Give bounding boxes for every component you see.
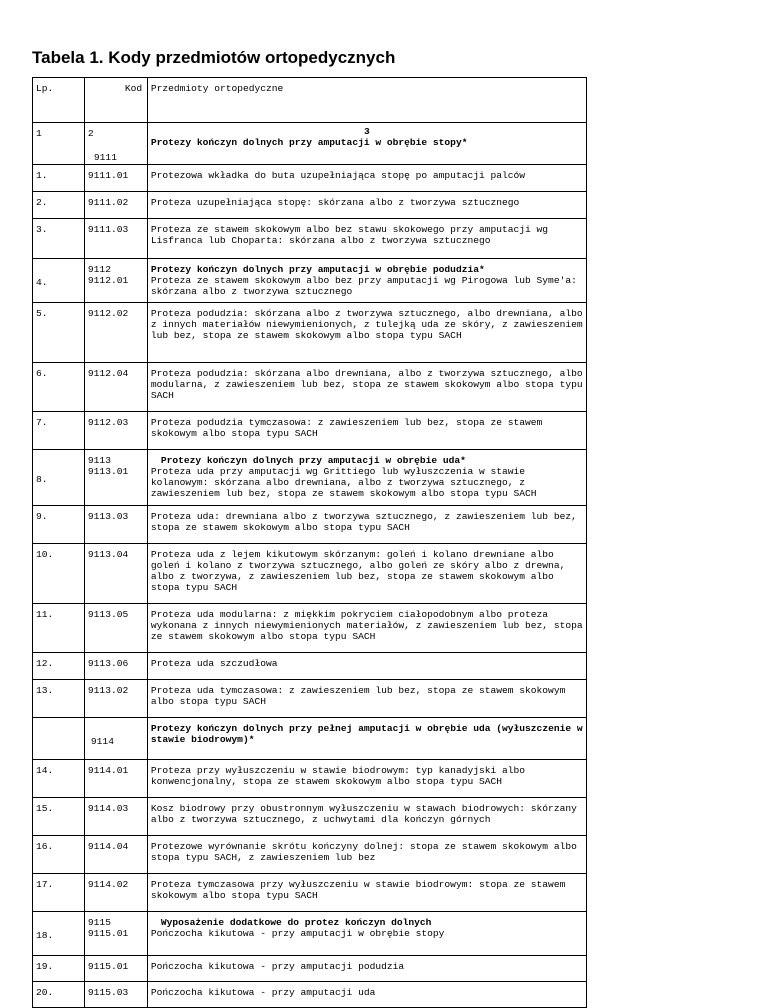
item-description: Proteza uda przy amputacji wg Grittiego lub wyłuszczenia w stawie kolanowym: skórzana albo drewniana, albo z tworzywa sztucznego, z zawieszeniem lub bez, stopa ze stawem skokowym albo stopa typu SACH xyxy=(150,466,537,499)
row-description: Kosz biodrowy przy obustronnym wyłuszczeniu w stawach biodrowych: skórzany albo z tworzywa sztucznego, z uchwytami dla kończyn górnych xyxy=(148,798,587,835)
group-code: 9111 xyxy=(93,152,117,163)
row-description: Proteza uda: drewniana albo z tworzywa sztucznego, z zawieszeniem lub bez, stopa ze stawem skokowym albo stopa typu SACH xyxy=(148,506,587,543)
row-description: Proteza uda tymczasowa: z zawieszeniem lub bez, stopa ze stawem skokowym albo stopa typu SACH xyxy=(148,680,587,717)
group-header-cell xyxy=(148,123,587,164)
row-description: Proteza uda szczudłowa xyxy=(148,653,587,679)
row-code: 9114.04 xyxy=(85,836,148,873)
row-description: Proteza podudzia tymczasowa: z zawieszeniem lub bez, stopa ze stawem skokowym albo stopa typu SACH xyxy=(148,412,587,449)
column-number-2-label: 2 xyxy=(87,128,94,139)
row-code: 9112.03 xyxy=(85,412,148,449)
row-code: 9114.03 xyxy=(85,798,148,835)
table-row xyxy=(32,259,587,303)
row-description: Proteza przy wyłuszczeniu w stawie biodrowym: typ kanadyjski albo konwencjonalny, stopa ze stawem skokowym albo stopa typu SACH xyxy=(148,760,587,797)
row-code: 9113.03 xyxy=(85,506,148,543)
column-number-2 xyxy=(85,123,148,164)
row-lp: 13. xyxy=(33,680,85,717)
table-row xyxy=(32,219,587,259)
header-kod: Kod xyxy=(85,78,148,122)
row-description: Proteza tymczasowa przy wyłuszczeniu w stawie biodrowym: stopa ze stawem skokowym albo stopa typu SACH xyxy=(148,874,587,911)
row-lp: 3. xyxy=(33,219,85,258)
row-code: 9111.01 xyxy=(85,165,148,191)
group-title: Protezy kończyn dolnych przy amputacji w obrębie stopy* xyxy=(150,137,468,148)
row-description: Proteza uda z lejem kikutowym skórzanym: goleń i kolano drewniane albo goleń i kolano z tworzywa sztucznego, albo goleń ze skóry albo z drewna, albo z tworzywa, z zawieszeniem lub bez, stopa ze stawem skokowym albo stopa typu SACH xyxy=(148,544,587,603)
row-description: Protezowe wyrównanie skrótu kończyny dolnej: stopa ze stawem skokowym albo stopa typu SACH, z zawieszeniem lub bez xyxy=(148,836,587,873)
group-lp-empty xyxy=(33,718,85,759)
column-number-1: 1 xyxy=(33,123,85,164)
item-code: 9113.01 xyxy=(87,466,129,477)
header-lp: Lp. xyxy=(33,78,85,122)
group-code: 9115 xyxy=(87,917,111,928)
row-lp: 8. xyxy=(33,450,85,505)
table-row xyxy=(32,506,587,544)
table-row xyxy=(32,956,587,982)
row-code: 9112.02 xyxy=(85,303,148,362)
item-description: Pończocha kikutowa - przy amputacji w obrębie stopy xyxy=(150,928,445,939)
row-lp: 18. xyxy=(33,912,85,955)
row-code: 9113.02 xyxy=(85,680,148,717)
row-code: 9111.03 xyxy=(85,219,148,258)
table-row xyxy=(32,165,587,192)
table-row xyxy=(32,604,587,653)
row-description: Proteza podudzia: skórzana albo drewniana, albo z tworzywa sztucznego, albo modularna, z zawieszeniem lub bez, stopa ze stawem skokowym albo stopa typu SACH xyxy=(148,363,587,411)
row-lp: 5. xyxy=(33,303,85,362)
row-code: 9113.06 xyxy=(85,653,148,679)
table-row xyxy=(32,912,587,956)
row-code xyxy=(85,259,148,302)
row-description: Proteza uda modularna: z miękkim pokryciem ciałopodobnym albo proteza wykonana z innych niewymienionych materiałów, z zawieszeniem lub bez, stopa ze stawem skokowym albo stopa typu SACH xyxy=(148,604,587,652)
group-code: 9114 xyxy=(85,718,148,759)
header-przedmioty: Przedmioty ortopedyczne xyxy=(148,78,587,122)
row-description: Protezowa wkładka do buta uzupełniająca stopę po amputacji palców xyxy=(148,165,587,191)
row-lp: 4. xyxy=(33,259,85,302)
row-description: Proteza uzupełniająca stopę: skórzana albo z tworzywa sztucznego xyxy=(148,192,587,218)
row-description: Proteza ze stawem skokowym albo bez stawu skokowego przy amputacji wg Lisfranca lub Choparta: skórzana albo z tworzywa sztucznego xyxy=(148,219,587,258)
row-lp: 2. xyxy=(33,192,85,218)
row-code: 9115.03 xyxy=(85,982,148,1007)
table-row xyxy=(32,192,587,219)
row-lp: 1. xyxy=(33,165,85,191)
codes-grid xyxy=(32,77,587,1008)
row-description xyxy=(148,450,587,505)
row-description xyxy=(148,259,587,302)
row-lp: 15. xyxy=(33,798,85,835)
row-lp: 11. xyxy=(33,604,85,652)
table-row xyxy=(32,874,587,912)
table-row xyxy=(32,836,587,874)
table-row xyxy=(32,303,587,363)
item-description: Proteza ze stawem skokowym albo bez przy amputacji wg Pirogowa lub Syme'a: skórzana albo z tworzywa sztucznego xyxy=(150,275,577,297)
item-code: 9112.01 xyxy=(87,275,129,286)
row-lp: 12. xyxy=(33,653,85,679)
table-row xyxy=(32,412,587,450)
row-lp: 16. xyxy=(33,836,85,873)
table-row xyxy=(32,760,587,798)
group-code: 9112 xyxy=(87,264,111,275)
group-title: Protezy kończyn dolnych przy pełnej amputacji w obrębie uda (wyłuszczenie w stawie biodrowym)* xyxy=(148,718,587,759)
group-title: Protezy kończyn dolnych przy amputacji w obrębie uda* xyxy=(160,455,466,466)
row-description: Pończocha kikutowa - przy amputacji uda xyxy=(148,982,587,1007)
table-row xyxy=(32,653,587,680)
group-title: Wyposażenie dodatkowe do protez kończyn dolnych xyxy=(160,917,432,928)
table-row xyxy=(32,363,587,412)
group-code: 9113 xyxy=(87,455,111,466)
row-description xyxy=(148,912,587,955)
table-row xyxy=(32,798,587,836)
table-row xyxy=(32,680,587,718)
table-row xyxy=(32,450,587,506)
row-code: 9112.04 xyxy=(85,363,148,411)
table-row xyxy=(32,123,587,165)
row-description: Pończocha kikutowa - przy amputacji podudzia xyxy=(148,956,587,981)
row-code: 9114.02 xyxy=(85,874,148,911)
row-code: 9113.05 xyxy=(85,604,148,652)
table-row xyxy=(32,718,587,760)
column-number-3-label: 3 xyxy=(364,126,370,137)
row-description: Proteza podudzia: skórzana albo z tworzywa sztucznego, albo drewniana, albo z innych materiałów niewymienionych, z tulejką uda ze skóry, z zawieszeniem lub bez, stopa ze stawem skokowym albo stopa typu SACH xyxy=(148,303,587,362)
row-code xyxy=(85,912,148,955)
row-code: 9113.04 xyxy=(85,544,148,603)
row-code: 9115.01 xyxy=(85,956,148,981)
table-row xyxy=(32,77,587,123)
item-code: 9115.01 xyxy=(87,928,129,939)
row-lp: 6. xyxy=(33,363,85,411)
row-code: 9114.01 xyxy=(85,760,148,797)
row-lp: 20. xyxy=(33,982,85,1007)
row-lp: 9. xyxy=(33,506,85,543)
row-code: 9111.02 xyxy=(85,192,148,218)
row-lp: 17. xyxy=(33,874,85,911)
table-row xyxy=(32,544,587,604)
group-title: Protezy kończyn dolnych przy amputacji w obrębie podudzia* xyxy=(150,264,485,275)
row-lp: 19. xyxy=(33,956,85,981)
row-lp: 14. xyxy=(33,760,85,797)
table-row xyxy=(32,982,587,1008)
row-code xyxy=(85,450,148,505)
row-lp: 10. xyxy=(33,544,85,603)
row-lp: 7. xyxy=(33,412,85,449)
page-title: Tabela 1. Kody przedmiotów ortopedycznych xyxy=(32,48,396,67)
